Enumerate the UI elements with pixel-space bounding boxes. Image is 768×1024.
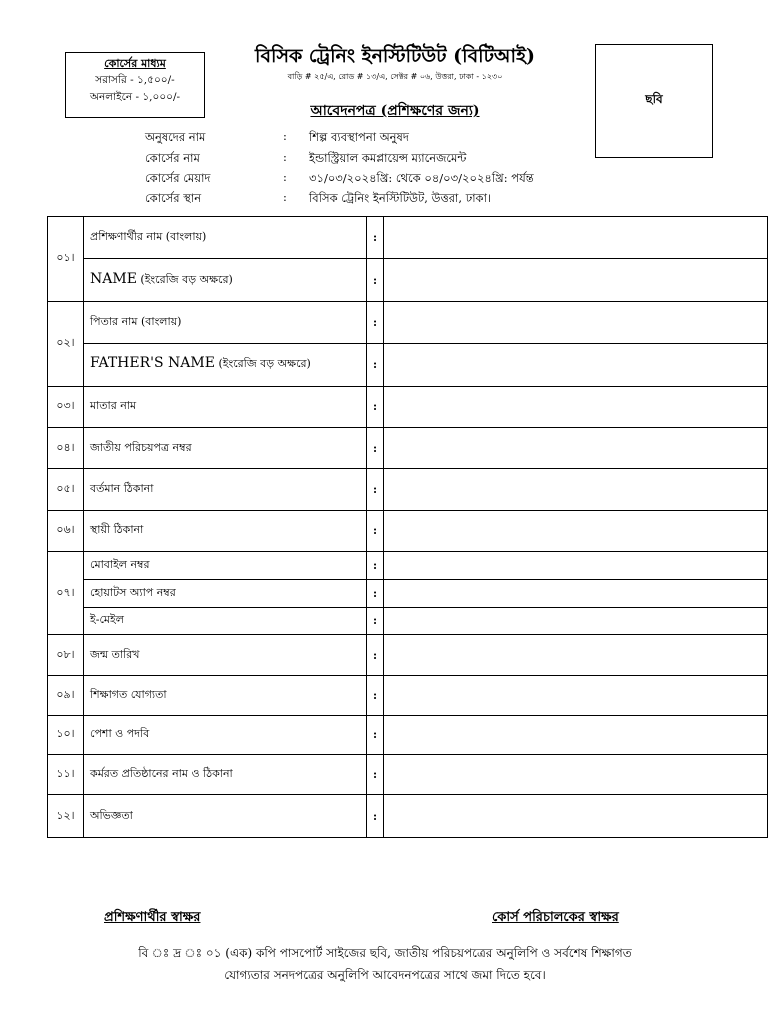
- input-present-address[interactable]: [384, 469, 768, 510]
- input-date-of-birth[interactable]: [384, 634, 768, 675]
- note-line-2: যোগ্যতার সনদপত্রের অনুলিপি আবেদনপত্রের সাথে জমা দিতে হবে।: [224, 968, 546, 982]
- info-label: অনুষদের নাম: [145, 130, 206, 144]
- trainee-signature-label: প্রশিক্ষণার্থীর স্বাক্ষর: [104, 910, 201, 925]
- serial-number: ০৯।: [48, 676, 84, 715]
- field-label-education: শিক্ষাগত যোগ্যতা: [84, 676, 367, 715]
- note-line-1: বি ঃ দ্র ঃ ০১ (এক) কপি পাসপোর্ট সাইজের ছবি, জাতীয় পরিচয়পত্রের অনুলিপি ও সর্বশেষ শিক্ষাগত: [138, 946, 632, 960]
- field-label-main: FATHER'S NAME: [90, 355, 215, 372]
- input-father-name-english[interactable]: [384, 344, 768, 386]
- field-label-mother-name: মাতার নাম: [84, 386, 367, 427]
- input-permanent-address[interactable]: [384, 510, 768, 551]
- serial-number: ০৫।: [48, 469, 84, 510]
- input-experience[interactable]: [384, 795, 768, 838]
- table-row: [48, 552, 768, 580]
- colon: :: [367, 755, 384, 795]
- info-value: ইন্ডাস্ট্রিয়াল কমপ্লায়েন্স ম্যানেজমেন্ট: [309, 151, 467, 165]
- input-education[interactable]: [384, 676, 768, 715]
- input-whatsapp-number[interactable]: [384, 580, 768, 607]
- colon: :: [367, 259, 384, 301]
- application-form-table: [47, 216, 768, 838]
- input-workplace[interactable]: [384, 755, 768, 795]
- colon: :: [367, 676, 384, 715]
- table-row: [48, 607, 768, 634]
- info-value: শিল্প ব্যবস্থাপনা অনুষদ: [309, 130, 409, 144]
- table-row: [48, 344, 768, 386]
- serial-number: ১০।: [48, 715, 84, 754]
- colon: :: [367, 634, 384, 675]
- colon: :: [367, 469, 384, 510]
- table-row: [48, 580, 768, 607]
- field-label-sub: (ইংরেজি বড় অক্ষরে): [136, 272, 233, 286]
- colon: :: [367, 580, 384, 607]
- info-value: ৩১/০৩/২০২৪খ্রি: থেকে ০৪/০৩/২০২৪খ্রি: পর্যন্ত: [309, 171, 534, 185]
- info-value: বিসিক ট্রেনিং ইনস্টিটিউট, উত্তরা, ঢাকা।: [309, 191, 492, 205]
- table-row: [48, 755, 768, 795]
- course-fee-direct: সরাসরি - ১,৫০০/-: [95, 74, 175, 86]
- field-label-sub: (ইংরেজি বড় অক্ষরে): [214, 357, 311, 371]
- course-fee-online: অনলাইনে - ১,০০০/-: [89, 91, 181, 103]
- field-label-nid-number: জাতীয় পরিচয়পত্র নম্বর: [84, 428, 367, 469]
- table-row: [48, 259, 768, 301]
- table-row: [48, 510, 768, 551]
- colon: :: [367, 386, 384, 427]
- serial-number: ০৩।: [48, 386, 84, 427]
- info-label: কোর্সের স্থান: [145, 191, 202, 205]
- field-label-workplace: কর্মরত প্রতিষ্ঠানের নাম ও ঠিকানা: [84, 755, 367, 795]
- table-row: [48, 301, 768, 343]
- colon: :: [367, 217, 384, 259]
- colon: :: [367, 795, 384, 838]
- table-row: [48, 469, 768, 510]
- serial-number: ১২।: [48, 795, 84, 838]
- info-colon: :: [283, 150, 287, 164]
- input-email[interactable]: [384, 607, 768, 634]
- serial-number: ০২।: [48, 301, 84, 386]
- field-label-present-address: বর্তমান ঠিকানা: [84, 469, 367, 510]
- field-label-father-name-bangla: পিতার নাম (বাংলায়): [84, 301, 367, 343]
- institute-address: বাড়ি # ২৫/এ, রোড # ১৩/এ, সেক্টর # ০৬, উত্তরা, ঢাকা - ১২৩০: [287, 72, 503, 81]
- field-label-trainee-name-bangla: প্রশিক্ষণার্থীর নাম (বাংলায়): [84, 217, 367, 259]
- colon: :: [367, 344, 384, 386]
- table-row: [48, 217, 768, 259]
- colon: :: [367, 552, 384, 580]
- info-colon: :: [283, 129, 287, 143]
- course-mode-box: [65, 52, 205, 118]
- input-trainee-name-bangla[interactable]: [384, 217, 768, 259]
- table-row: [48, 795, 768, 838]
- field-label-date-of-birth: জন্ম তারিখ: [84, 634, 367, 675]
- field-label-occupation: পেশা ও পদবি: [84, 715, 367, 754]
- colon: :: [367, 715, 384, 754]
- input-trainee-name-english[interactable]: [384, 259, 768, 301]
- serial-number: ১১।: [48, 755, 84, 795]
- input-occupation[interactable]: [384, 715, 768, 754]
- input-father-name-bangla[interactable]: [384, 301, 768, 343]
- course-mode-title: কোর্সের মাধ্যম: [104, 57, 166, 70]
- photo-box[interactable]: [595, 44, 713, 158]
- table-row: [48, 634, 768, 675]
- colon: :: [367, 301, 384, 343]
- field-label-mobile-number: মোবাইল নম্বর: [84, 552, 367, 580]
- form-title: [225, 99, 565, 123]
- serial-number: ০৭।: [48, 552, 84, 635]
- field-label-father-name-english: [84, 344, 367, 386]
- field-label-trainee-name-english: [84, 259, 367, 301]
- info-colon: :: [283, 190, 287, 204]
- field-label-permanent-address: স্থায়ী ঠিকানা: [84, 510, 367, 551]
- table-row: [48, 386, 768, 427]
- colon: :: [367, 510, 384, 551]
- input-nid-number[interactable]: [384, 428, 768, 469]
- input-mobile-number[interactable]: [384, 552, 768, 580]
- field-label-email: ই-মেইল: [84, 607, 367, 634]
- director-signature-label: কোর্স পরিচালকের স্বাক্ষর: [492, 910, 619, 925]
- info-label: কোর্সের নাম: [145, 151, 200, 165]
- field-label-main: NAME: [90, 270, 137, 287]
- form-title-text: আবেদনপত্র (প্রশিক্ষণের জন্য): [310, 103, 480, 119]
- colon: :: [367, 607, 384, 634]
- info-colon: :: [283, 170, 287, 184]
- serial-number: ০৮।: [48, 634, 84, 675]
- colon: :: [367, 428, 384, 469]
- table-row: [48, 715, 768, 754]
- table-row: [48, 676, 768, 715]
- photo-label: ছবি: [645, 92, 663, 106]
- institute-name: বিসিক ট্রেনিং ইনস্টিটিউট (বিটিআই): [255, 45, 535, 67]
- info-label: কোর্সের মেয়াদ: [145, 171, 211, 185]
- field-label-whatsapp-number: হোয়াটস অ্যাপ নম্বর: [84, 580, 367, 607]
- serial-number: ০৬।: [48, 510, 84, 551]
- serial-number: ০১।: [48, 217, 84, 302]
- table-row: [48, 428, 768, 469]
- serial-number: ০৪।: [48, 428, 84, 469]
- field-label-experience: অভিজ্ঞতা: [84, 795, 367, 838]
- input-mother-name[interactable]: [384, 386, 768, 427]
